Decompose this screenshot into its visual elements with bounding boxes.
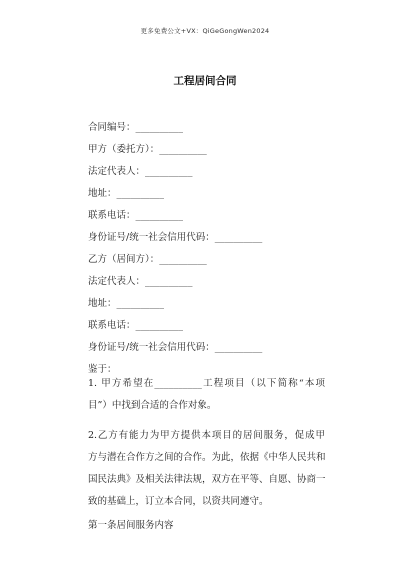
- document-title: 工程居间合同: [173, 75, 237, 87]
- field-party-b: 乙方（居间方）：__________: [88, 254, 207, 265]
- recital-2-line: 方与潜在合作方之间的合作。为此，依据《中华人民共和: [88, 452, 326, 463]
- recital-item-2: [88, 425, 325, 513]
- recital-1-line: 目”）中找到合适的合作对象。: [88, 400, 217, 411]
- recital-1-line: 1. 甲方希望在__________工程项目（以下简称“本项: [88, 378, 325, 389]
- field-party-a-representative: 法定代表人：__________: [88, 166, 193, 177]
- recital-2-line: 国民法典》及相关法律法规，双方在平等、自愿、协商一: [88, 474, 326, 485]
- header-note: 更多免费公文+VX：QiGeGongWen2024: [140, 27, 270, 35]
- recital-2-line: 2.乙方有能力为甲方提供本项目的居间服务，促成甲: [88, 430, 325, 441]
- article-1-heading: 第一条居间服务内容: [88, 520, 174, 531]
- field-party-b-id: 身份证号/统一社会信用代码：__________: [88, 342, 263, 353]
- field-contract-number: 合同编号：__________: [88, 122, 184, 133]
- field-party-a-id: 身份证号/统一社会信用代码：__________: [88, 232, 263, 243]
- field-party-a-phone: 联系电话：__________: [88, 210, 184, 221]
- field-party-a: 甲方（委托方）：__________: [88, 144, 207, 155]
- field-party-b-address: 地址：__________: [88, 298, 165, 309]
- field-party-b-representative: 法定代表人：__________: [88, 276, 193, 287]
- recital-item-1: [88, 373, 325, 417]
- recital-heading: 鉴于：: [88, 364, 117, 375]
- field-party-b-phone: 联系电话：__________: [88, 320, 184, 331]
- recital-2-line: 致的基础上，订立本合同，以资共同遵守。: [88, 496, 269, 507]
- field-party-a-address: 地址：__________: [88, 188, 165, 199]
